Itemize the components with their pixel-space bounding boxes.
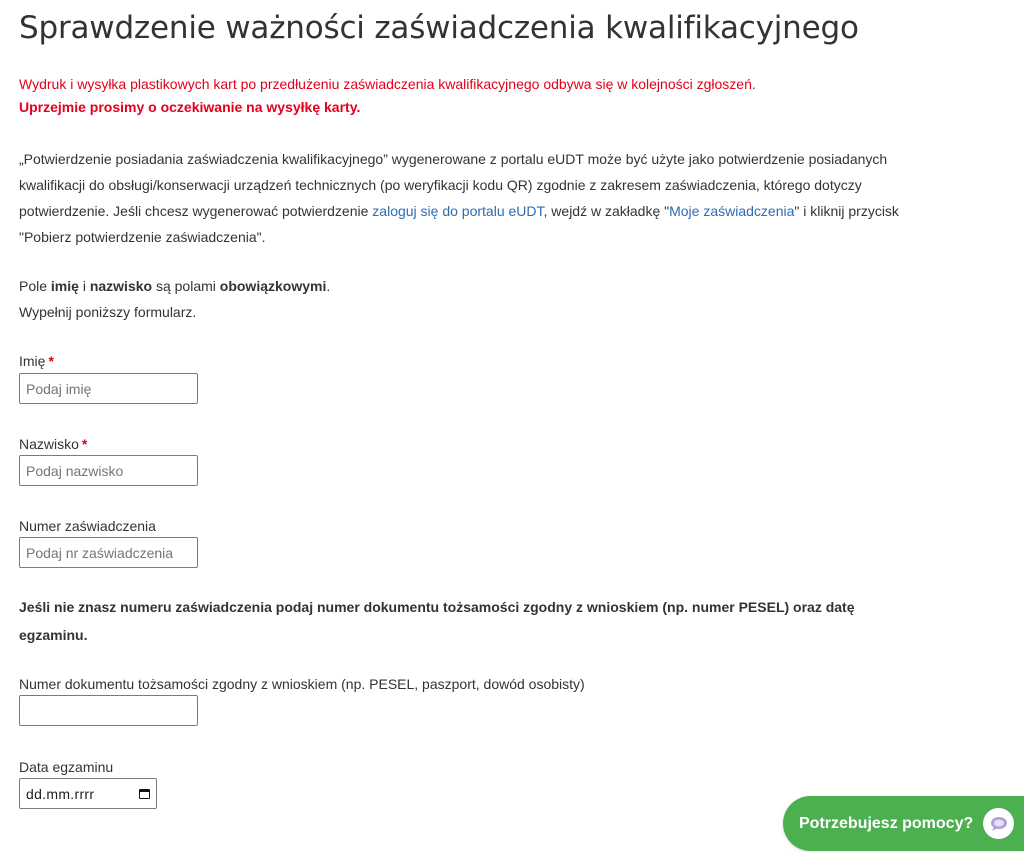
first-name-label [19,351,54,371]
exam-date-label: Data egzaminu [19,759,114,775]
my-certificates-link[interactable]: Moje zaświadczenia [669,203,795,219]
req-emphasis: obowiązkowymi [219,278,327,294]
id-document-input[interactable] [19,695,198,726]
cert-number-input[interactable] [19,537,198,568]
chat-bubble-icon [983,808,1014,839]
required-fields-info [19,273,330,325]
last-name-label-text: Nazwisko [19,436,79,452]
req-text: są polami [152,278,220,294]
help-button[interactable] [783,796,1024,851]
login-eudt-link[interactable]: zaloguj się do portalu eUDT [372,203,544,219]
req-text: Pole [19,278,51,294]
exam-date-value: dd.mm.rrrr [26,785,95,802]
alternative-hint: Jeśli nie znasz numeru zaświadczenia podaj numer dokumentu tożsamości zgodny z wnioskiem (np. numer PESEL) oraz datę egzaminu. [19,599,855,643]
id-document-label: Numer dokumentu tożsamości zgodny z wnioskiem (np. PESEL, paszport, dowód osobisty) [19,676,585,692]
last-name-input[interactable] [19,455,198,486]
last-name-label [19,434,87,454]
req-field-first-name: imię [50,278,79,294]
first-name-label-text: Imię [19,353,46,369]
exam-date-input[interactable] [19,778,157,809]
cert-number-label: Numer zaświadczenia [19,518,156,534]
req-field-last-name: nazwisko [89,278,153,294]
required-asterisk: * [81,436,88,452]
shipping-notice [19,73,756,119]
req-text: i [78,278,90,294]
notice-line-2: Uprzejmie prosimy o oczekiwanie na wysyłkę karty. [19,99,361,115]
notice-line-1: Wydruk i wysyłka plastikowych kart po przedłużeniu zaświadczenia kwalifikacyjnego odbywa się w kolejności zgłoszeń. [19,76,756,92]
fill-form-instruction: Wypełnij poniższy formularz. [19,304,197,320]
calendar-icon[interactable] [139,789,150,799]
intro-text-3: " i kliknij przycisk "Pobierz potwierdzenie zaświadczenia". [19,203,899,245]
first-name-input[interactable] [19,373,198,404]
intro-text-2: , wejdź w zakładkę " [543,203,670,219]
intro-text-1: „Potwierdzenie posiadania zaświadczenia kwalifikacyjnego” wygenerowane z portalu eUDT może być użyte jako potwierdzenie posiadanych kwalifikacji do obsługi/konserwacji urządzeń technicznych (po weryfikacji kodu QR) zgodnie z zakresem zaświadczenia, którego dotyczy potwierdzenie. Jeśli chcesz wygenerować potwierdzenie [19,151,888,219]
page-title: Sprawdzenie ważności zaświadczenia kwalifikacyjnego [19,10,859,46]
required-asterisk: * [48,353,54,369]
intro-paragraph [19,146,899,250]
required-fields-line [19,273,330,299]
help-button-label: Potrzebujesz pomocy? [799,814,974,832]
req-text: . [326,278,331,294]
